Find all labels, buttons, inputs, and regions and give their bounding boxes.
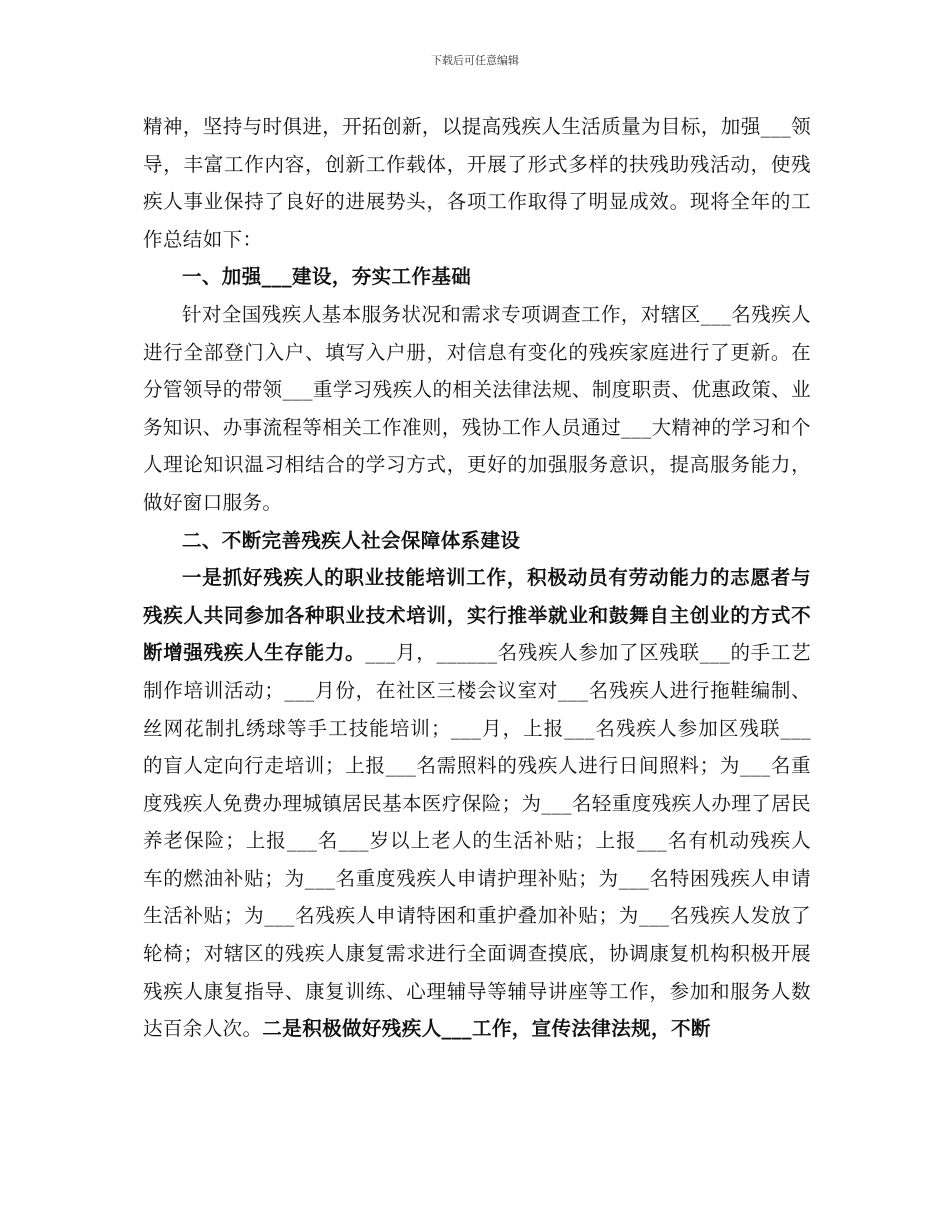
document-body: [143, 108, 811, 1048]
bold-lead-text-2: 二是积极做好残疾人___工作，宣传法律法规，不断: [262, 1017, 711, 1041]
paragraph-section-2: [143, 559, 811, 1048]
body-text: ___月，______名残疾人参加了区残联___的手工艺制作培训活动；___月份，在社区三楼会议室对___名残疾人进行拖鞋编制、丝网花制扎绣球等手工技能培训；___月，上报___名残疾人参加区残联___的盲人定向行走培训；上报___名需照料的残疾人进行日间照料；为___名重度残疾人免费办理城镇居民基本医疗保险；为___名轻重度残疾人办理了居民养老保险；上报___名___岁以上老人的生活补贴；上报___名有机动残疾人车的燃油补贴；为___名重度残疾人申请护理补贴；为___名特困残疾人申请生活补贴；为___名残疾人申请特困和重护叠加补贴；为___名残疾人发放了轮椅；对辖区的残疾人康复需求进行全面调查摸底，协调康复机构积极开展残疾人康复指导、康复训练、心理辅导等辅导讲座等工作，参加和服务人数达百余人次。: [143, 641, 811, 1041]
bold-lead-text: 一是抓好残疾人的职业技能培训工作，积极动员有劳动能力的志愿者与残疾人共同参加各种职业技术培训，实行推举就业和鼓舞自主创业的方式不断增强残疾人生存能力。: [143, 566, 811, 665]
section-heading-2: 二、不断完善残疾人社会保障体系建设: [182, 528, 521, 552]
page-header-note: 下载后可任意编辑: [431, 54, 519, 67]
paragraph-intro: 精神，坚持与时俱进，开拓创新，以提高残疾人生活质量为目标，加强___领导，丰富工作内容，创新工作载体，开展了形式多样的扶残助残活动，使残疾人事业保持了良好的进展势头，各项工作取得了明显成效。现将全年的工作总结如下：: [143, 115, 811, 251]
paragraph-section-1: 针对全国残疾人基本服务状况和需求专项调查工作，对辖区___名残疾人进行全部登门入户、填写入户册，对信息有变化的残疾家庭进行了更新。在分管领导的带领___重学习残疾人的相关法律法规、制度职责、优惠政策、业务知识、办事流程等相关工作准则，残协工作人员通过___大精神的学习和个人理论知识温习相结合的学习方式，更好的加强服务意识，提高服务能力，做好窗口服务。: [143, 302, 811, 514]
section-heading-1: 一、加强___建设，夯实工作基础: [182, 265, 472, 289]
